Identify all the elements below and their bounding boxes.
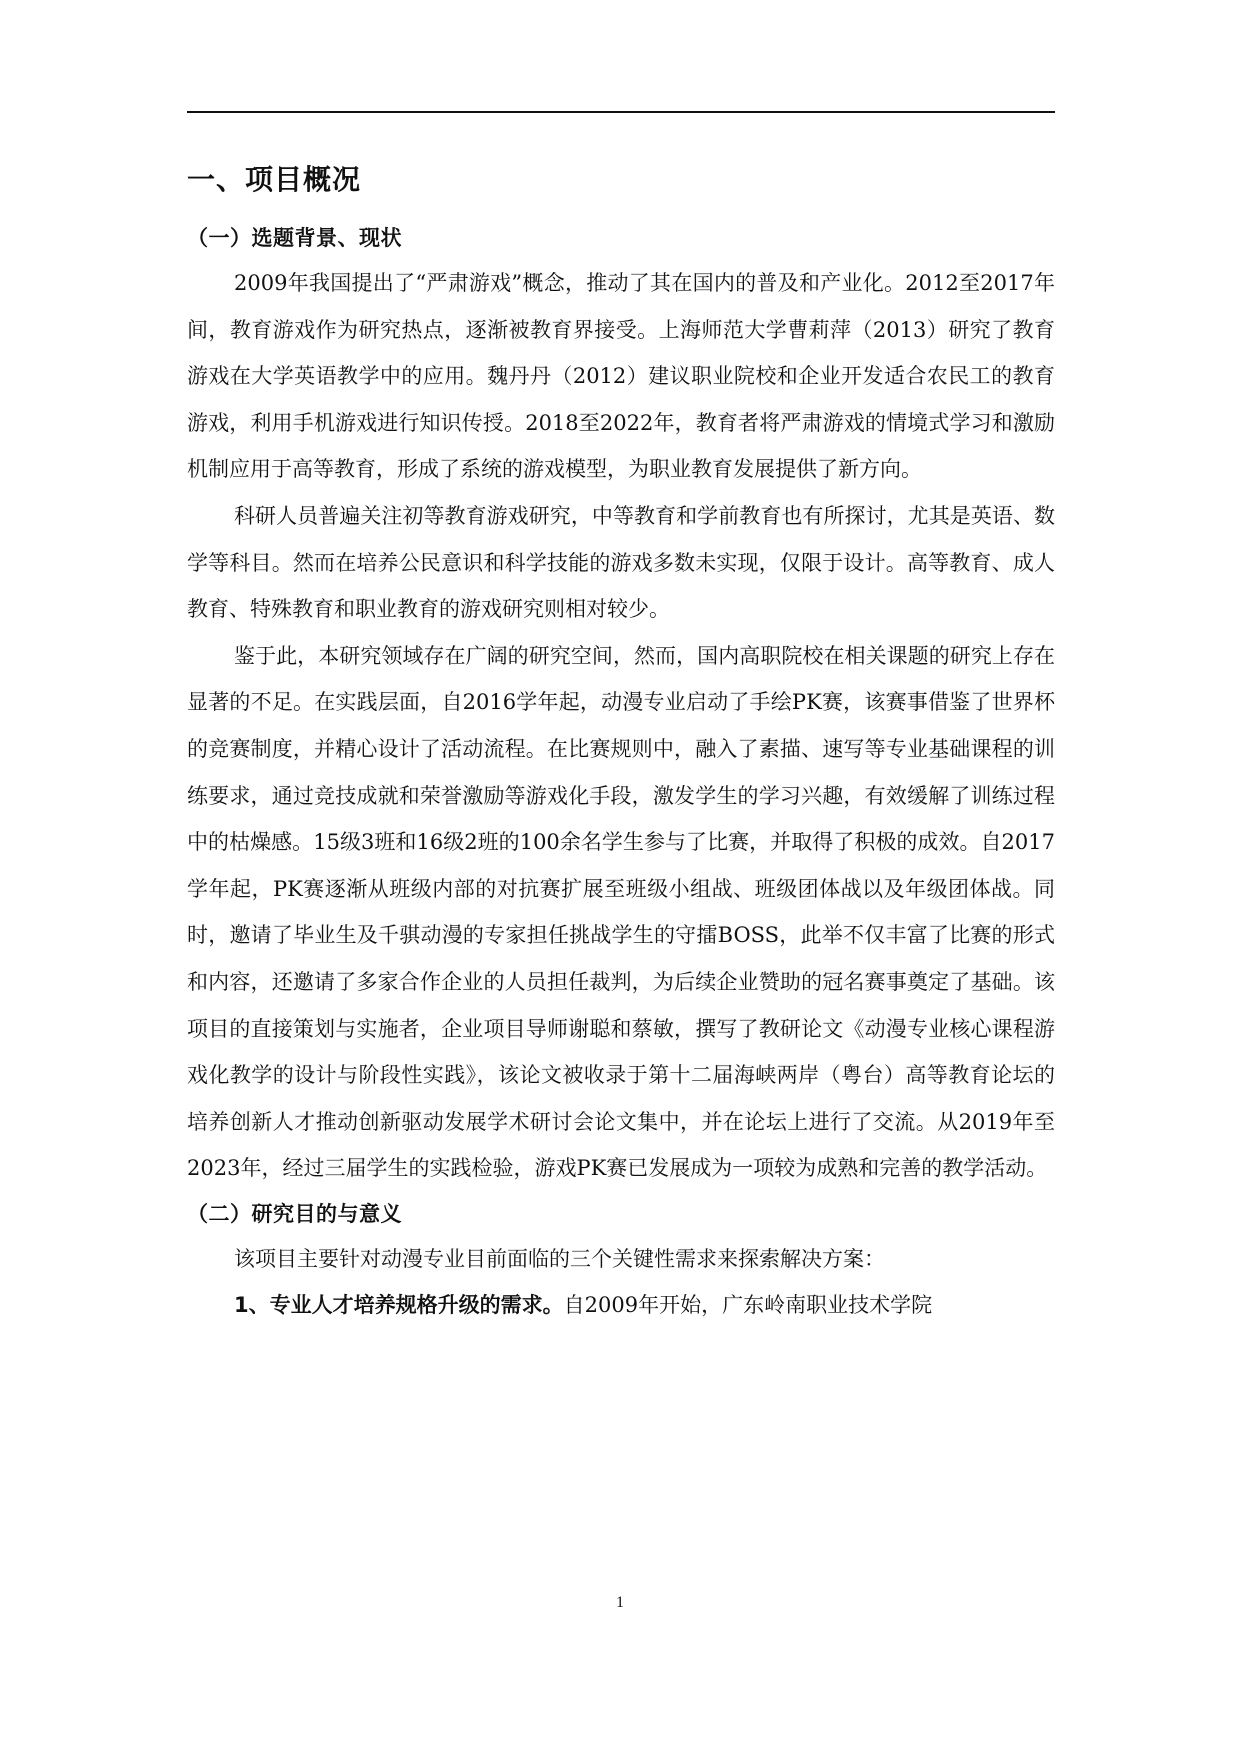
paragraph-research-focus: 科研人员普遍关注初等教育游戏研究，中等教育和学前教育也有所探讨，尤其是英语、数学等科目。然而在培养公民意识和科学技能的游戏多数未实现，仅限于设计。高等教育、成人教育、特殊教育和职业教育的游戏研究则相对较少。 (187, 503, 1055, 622)
list-item-1 (187, 1282, 1055, 1329)
header-rule (187, 111, 1055, 113)
page-content (187, 158, 1055, 1329)
subsection-title-background: （一）选题背景、现状 (187, 226, 402, 250)
paragraph-background-history: 2009年我国提出了“严肃游戏”概念，推动了其在国内的普及和产业化。2012至2017年间，教育游戏作为研究热点，逐渐被教育界接受。上海师范大学曹莉萍（2013）研究了教育游戏在大学英语教学中的应用。魏丹丹（2012）建议职业院校和企业开发适合农民工的教育游戏，利用手机游戏进行知识传授。2018至2022年，教育者将严肃游戏的情境式学习和激励机制应用于高等教育，形成了系统的游戏模型，为职业教育发展提供了新方向。 (187, 271, 1055, 482)
list-item-1-heading: 1、专业人才培养规格升级的需求。 (234, 1293, 564, 1318)
list-item-1-text: 自2009年开始，广东岭南职业技术学院 (563, 1293, 933, 1318)
page-number: 1 (616, 1594, 624, 1611)
paragraph-practice: 鉴于此，本研究领域存在广阔的研究空间，然而，国内高职院校在相关课题的研究上存在显著的不足。在实践层面，自2016学年起，动漫专业启动了手绘PK赛，该赛事借鉴了世界杯的竞赛制度，并精心设计了活动流程。在比赛规则中，融入了素描、速写等专业基础课程的训练要求，通过竞技成就和荣誉激励等游戏化手段，激发学生的学习兴趣，有效缓解了训练过程中的枯燥感。15级3班和16级2班的100余名学生参与了比赛，并取得了积极的成效。自2017学年起，PK赛逐渐从班级内部的对抗赛扩展至班级小组战、班级团体战以及年级团体战。同时，邀请了毕业生及千骐动漫的专家担任挑战学生的守擂BOSS，此举不仅丰富了比赛的形式和内容，还邀请了多家合作企业的人员担任裁判，为后续企业赞助的冠名赛事奠定了基础。该项目的直接策划与实施者，企业项目导师谢聪和蔡敏，撰写了教研论文《动漫专业核心课程游戏化教学的设计与阶段性实践》，该论文被收录于第十二届海峡两岸（粤台）高等教育论坛的培养创新人才推动创新驱动发展学术研讨会论文集中，并在论坛上进行了交流。从2019年至2023年，经过三届学生的实践检验，游戏PK赛已发展成为一项较为成熟和完善的教学活动。 (187, 643, 1055, 1181)
paragraph-purpose-intro: 该项目主要针对动漫专业目前面临的三个关键性需求来探索解决方案： (234, 1246, 885, 1271)
subsection-title-purpose: （二）研究目的与意义 (187, 1201, 402, 1226)
section-title: 一、项目概况 (187, 163, 362, 196)
